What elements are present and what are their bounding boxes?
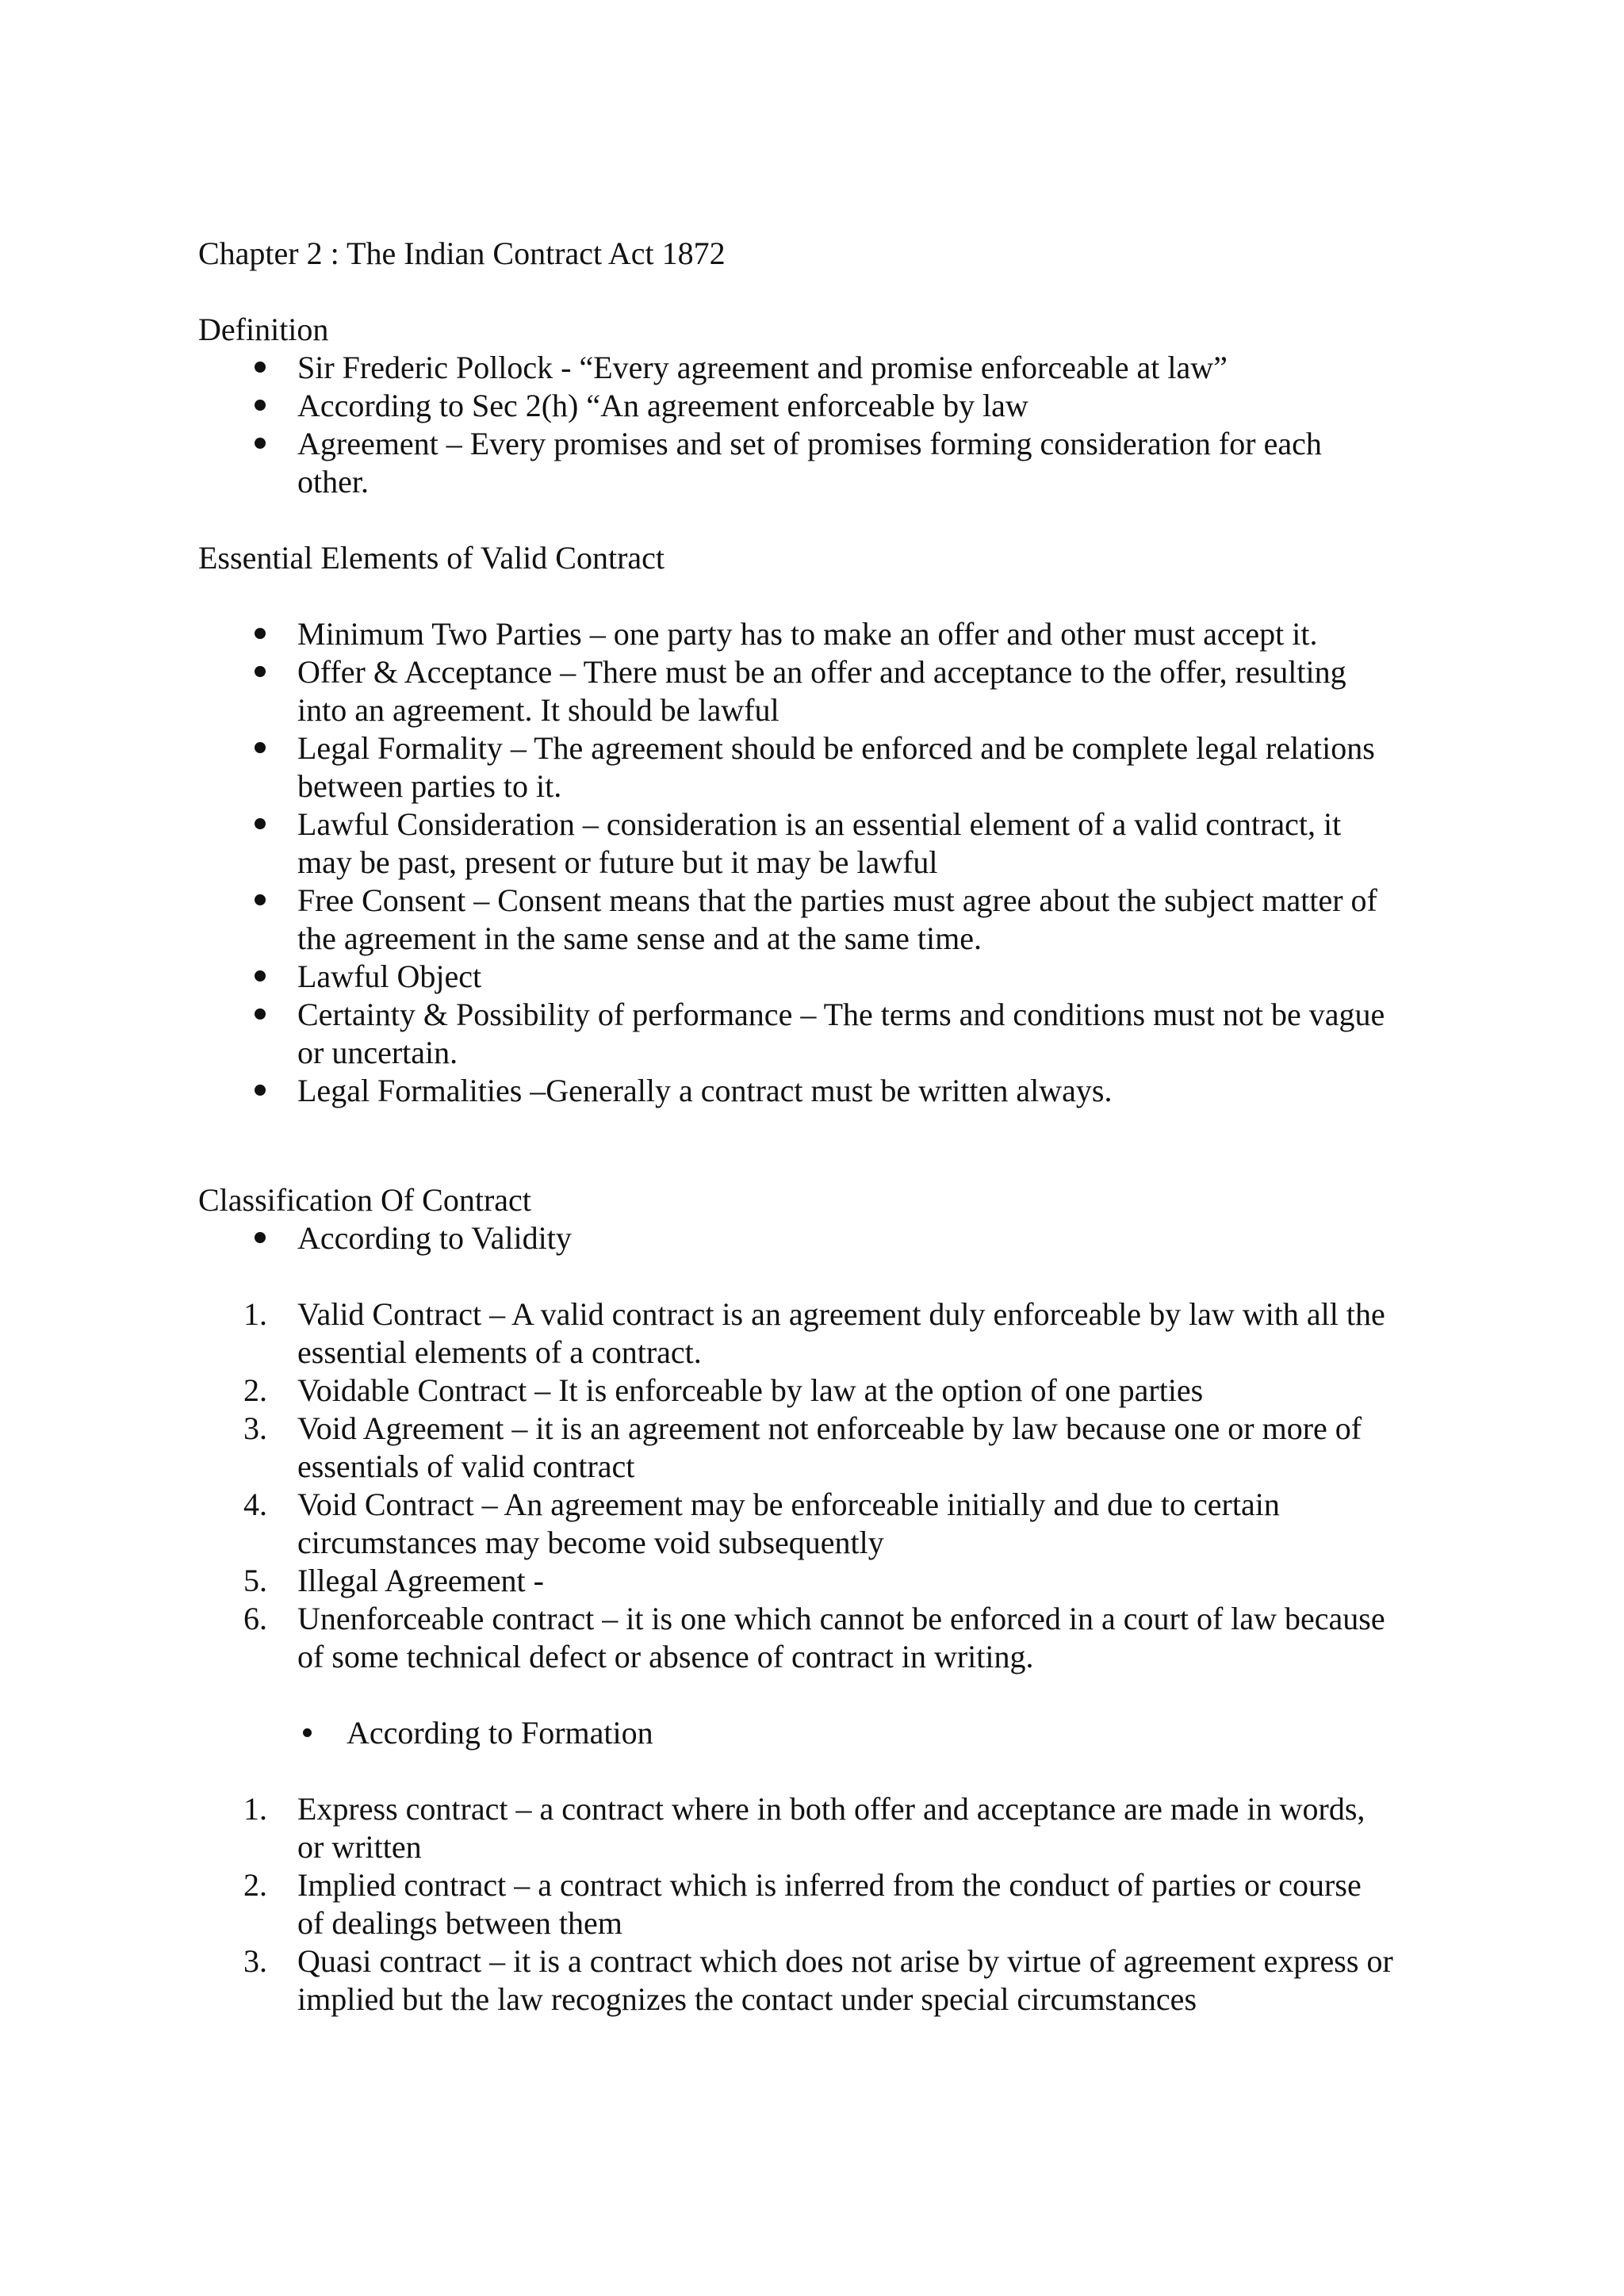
item-text: Void Contract – An agreement may be enforceable initially and due to certain circumstances may become void subsequently — [297, 1487, 1280, 1560]
item-number: 3. — [243, 1410, 267, 1446]
item-number: 2. — [243, 1867, 267, 1903]
list-item — [198, 1562, 1451, 1600]
list-item: Lawful Object — [198, 958, 1451, 996]
list-item — [198, 1600, 1451, 1676]
item-text: Unenforceable contract – it is one which cannot be enforced in a court of law because of some technical defect or absence of contract in writing. — [297, 1601, 1385, 1674]
list-item — [198, 1372, 1451, 1410]
list-item: According to Sec 2(h) “An agreement enforceable by law — [198, 387, 1451, 425]
item-text: Void Agreement – it is an agreement not enforceable by law because one or more of essentials of valid contract — [297, 1410, 1362, 1484]
list-item: Free Consent – Consent means that the parties must agree about the subject matter of the agreement in the same sense and at the same time. — [198, 882, 1451, 958]
list-item — [198, 1486, 1451, 1562]
list-item: According to Validity — [198, 1219, 1451, 1257]
list-item: Lawful Consideration – consideration is an essential element of a valid contract, it may be past, present or future but it may be lawful — [198, 806, 1451, 882]
list-item — [198, 1942, 1451, 2019]
essentials-list — [198, 615, 1451, 1110]
item-number: 3. — [243, 1943, 267, 1979]
item-number: 1. — [243, 1791, 267, 1827]
list-item: Sir Frederic Pollock - “Every agreement and promise enforceable at law” — [198, 349, 1451, 387]
list-item: Minimum Two Parties – one party has to make an offer and other must accept it. — [198, 615, 1451, 653]
item-text: Valid Contract – A valid contract is an agreement duly enforceable by law with all the essential elements of a contract. — [297, 1296, 1385, 1370]
list-item — [198, 1295, 1451, 1372]
list-item — [198, 1790, 1451, 1866]
list-item: Legal Formality – The agreement should be enforced and be complete legal relations between parties to it. — [198, 729, 1451, 806]
formation-bullet — [198, 1714, 1451, 1752]
item-text: Implied contract – a contract which is inferred from the conduct of parties or course of dealings between them — [297, 1867, 1362, 1941]
item-number: 1. — [243, 1296, 267, 1332]
list-item: According to Formation — [198, 1714, 1451, 1752]
essentials-heading: Essential Elements of Valid Contract — [198, 540, 665, 576]
validity-list — [198, 1295, 1451, 1676]
page-title: Chapter 2 : The Indian Contract Act 1872 — [198, 235, 726, 271]
item-text: Voidable Contract – It is enforceable by law at the option of one parties — [297, 1372, 1204, 1408]
list-item — [198, 1410, 1451, 1486]
list-item: Offer & Acceptance – There must be an offer and acceptance to the offer, resulting into an agreement. It should be lawful — [198, 653, 1451, 729]
item-number: 2. — [243, 1372, 267, 1408]
item-number: 6. — [243, 1601, 267, 1636]
list-item: Certainty & Possibility of performance – The terms and conditions must not be vague or uncertain. — [198, 996, 1451, 1072]
definition-list — [198, 349, 1451, 501]
item-text: Illegal Agreement - — [297, 1563, 544, 1598]
definition-heading: Definition — [198, 312, 329, 347]
list-item: Agreement – Every promises and set of promises forming consideration for each other. — [198, 425, 1451, 501]
list-item — [198, 1866, 1451, 1942]
item-number: 5. — [243, 1563, 267, 1598]
item-text: Express contract – a contract where in both offer and acceptance are made in words, or written — [297, 1791, 1365, 1865]
classification-heading: Classification Of Contract — [198, 1182, 531, 1218]
item-text: Quasi contract – it is a contract which does not arise by virtue of agreement express or implied but the law recognizes the contact under special circumstances — [297, 1943, 1393, 2017]
validity-bullet — [198, 1219, 1451, 1257]
list-item: Legal Formalities –Generally a contract must be written always. — [198, 1072, 1451, 1110]
item-number: 4. — [243, 1487, 267, 1522]
formation-list — [198, 1790, 1451, 2019]
